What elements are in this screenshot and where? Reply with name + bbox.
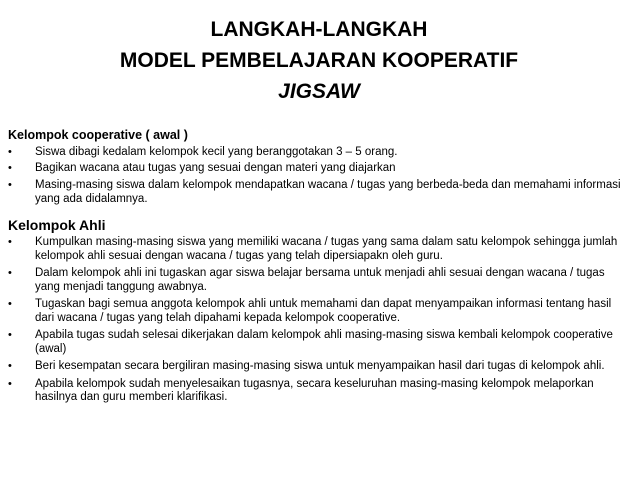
list-item: [8, 329, 628, 357]
list-item: [8, 236, 628, 264]
cooperative-steps-list: [8, 146, 628, 209]
list-item: [8, 298, 628, 326]
bullet-icon: •: [8, 236, 12, 248]
list-item: [8, 267, 628, 295]
list-item: [8, 360, 628, 374]
bullet-icon: •: [8, 377, 12, 390]
list-item-text: Siswa dibagi kedalam kelompok kecil yang beranggotakan 3 – 5 orang.: [35, 146, 398, 158]
list-item: [8, 162, 628, 176]
list-item-text: Kumpulkan masing-masing siswa yang memiliki wacana / tugas yang sama dalam satu kelompok sehingga jumlah kelompok ahli sesuai dengan wacana / tugas yang telah dipersiapakn oleh guru.: [35, 236, 618, 262]
bullet-icon: •: [8, 178, 12, 191]
bullet-icon: •: [8, 329, 12, 342]
list-item-text: Dalam kelompok ahli ini tugaskan agar siswa belajar bersama untuk menjadi ahli sesuai dengan wacana / tugas yang menjadi tanggung awabnya.: [35, 267, 605, 293]
list-item: [8, 378, 628, 406]
list-item-text: Masing-masing siswa dalam kelompok mendapatkan wacana / tugas yang berbeda-beda dan memahami informasi yang ada didalamnya.: [35, 178, 621, 205]
title-line-3: JIGSAW: [278, 80, 360, 103]
bullet-icon: •: [8, 162, 12, 175]
list-item-text: Apabila tugas sudah selesai dikerjakan dalam kelompok ahli masing-masing siswa kembali kelompok cooperative (awal): [35, 329, 613, 356]
list-item: [8, 179, 628, 207]
bullet-icon: •: [8, 267, 12, 280]
section-heading-cooperative: Kelompok cooperative ( awal ): [8, 128, 188, 142]
title-line-1: LANGKAH-LANGKAH: [210, 18, 428, 41]
list-item-text: Apabila kelompok sudah menyelesaikan tugasnya, secara keseluruhan masing-masing kelompok melaporkan hasilnya dan guru memberi klarifikasi.: [35, 377, 594, 404]
list-item-text: Bagikan wacana atau tugas yang sesuai dengan materi yang diajarkan: [35, 162, 396, 175]
expert-steps-list: [8, 236, 628, 409]
list-item: [8, 146, 628, 160]
list-item-text: Beri kesempatan secara bergiliran masing-masing siswa untuk menyampaikan hasil dari tugas di kelompok ahli.: [35, 360, 605, 373]
bullet-icon: •: [8, 360, 12, 373]
slide-title: [0, 14, 638, 107]
title-line-2: MODEL PEMBELAJARAN KOOPERATIF: [119, 49, 519, 72]
bullet-icon: •: [8, 298, 12, 311]
bullet-icon: •: [8, 146, 12, 158]
section-heading-expert: Kelompok Ahli: [8, 217, 106, 233]
list-item-text: Tugaskan bagi semua anggota kelompok ahli untuk memahami dan dapat menyampaikan informasi tentang hasil dari wacana / tugas yang telah dipahami kepada kelompok cooperative.: [35, 298, 612, 324]
